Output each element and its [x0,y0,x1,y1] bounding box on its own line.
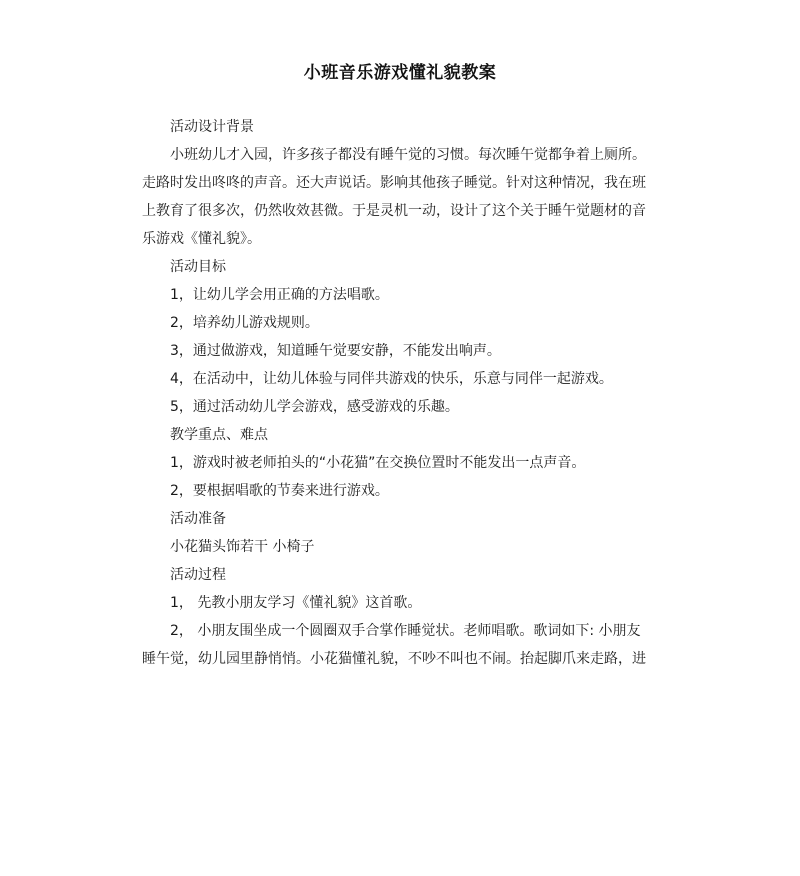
text-line: 1，游戏时被老师拍头的“小花猫”在交换位置时不能发出一点声音。 [170,455,586,471]
text-line: 2， 小朋友围坐成一个圆圈双手合掌作睡觉状。老师唱歌。歌词如下: 小朋友 [170,623,641,639]
text-line: 小花猫头饰若干 小椅子 [170,539,315,555]
text-line: 走路时发出咚咚的声音。还大声说话。影响其他孩子睡觉。针对这种情况，我在班 [142,175,646,191]
document-title: 小班音乐游戏懂礼貌教案 [303,63,497,83]
text-line: 3，通过做游戏，知道睡午觉要安静，不能发出响声。 [170,343,501,359]
text-line: 活动准备 [170,511,226,527]
document-body [142,113,664,673]
text-line: 睡午觉，幼儿园里静悄悄。小花猫懂礼貌，不吵不叫也不闹。抬起脚爪来走路，进 [142,651,646,667]
text-line: 2，培养幼儿游戏规则。 [170,315,319,331]
text-line: 上教育了很多次，仍然收效甚微。于是灵机一动，设计了这个关于睡午觉题材的音 [142,203,646,219]
text-line: 1，让幼儿学会用正确的方法唱歌。 [170,287,389,303]
text-line: 活动设计背景 [170,119,254,135]
text-line: 2，要根据唱歌的节奏来进行游戏。 [170,483,389,499]
text-line: 4，在活动中，让幼儿体验与同伴共游戏的快乐，乐意与同伴一起游戏。 [170,371,613,387]
text-line: 乐游戏《懂礼貌》。 [142,231,261,247]
text-line: 活动过程 [170,567,226,583]
text-line: 5，通过活动幼儿学会游戏，感受游戏的乐趣。 [170,399,459,415]
text-line: 活动目标 [170,259,226,275]
text-line: 1， 先教小朋友学习《懂礼貌》这首歌。 [170,595,422,611]
text-line: 教学重点、难点 [170,427,268,443]
text-line: 小班幼儿才入园，许多孩子都没有睡午觉的习惯。每次睡午觉都争着上厕所。 [170,147,646,163]
